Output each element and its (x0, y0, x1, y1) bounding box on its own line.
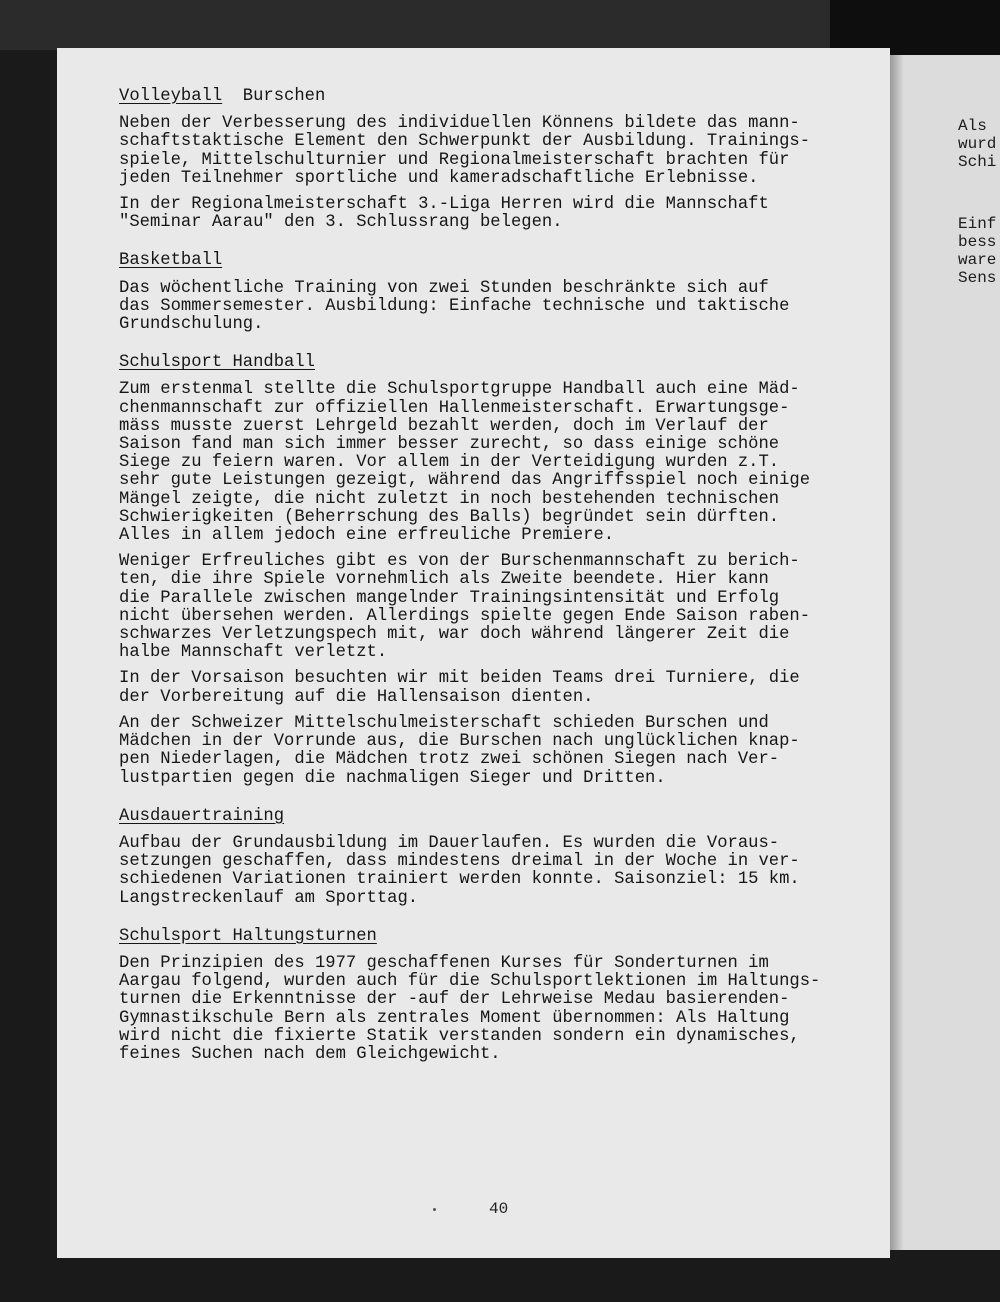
document-page (57, 48, 890, 1258)
paragraph: In der Regionalmeisterschaft 3.-Liga Herren wird die Mannschaft "Seminar Aarau" den 3. Schlussrang belegen. (119, 195, 769, 233)
paragraph: Zum erstenmal stellte die Schulsportgruppe Handball auch eine Mäd- chenmannschaft zur offiziellen Hallenmeisterschaft. Erwartungsge- mäss musste zuerst Lehrgeld bezahlt werden, doch im Verlauf der Saison fand man sich immer besser zurecht, so dass einige schöne Siege zu feiern waren. Vor allem in der Verteidigung wurden z.T. sehr gute Leistungen gezeigt, während das Angriffsspiel noch einige Mängel zeigte, die nicht zuletzt in noch bestehenden technischen Schwierigkeiten (Beherrschung des Balls) begründet sein dürften. Alles in allem jedoch eine erfreuliche Premiere. (119, 380, 811, 546)
section-handball (119, 354, 879, 787)
adjacent-page-edge (890, 55, 1000, 1250)
paragraph: Das wöchentliche Training von zwei Stunden beschränkte sich auf das Sommersemester. Ausbildung: Einfache technische und taktische Grundschulung. (119, 278, 790, 335)
heading-text: Basketball (119, 251, 223, 271)
page-content (119, 88, 879, 1072)
section-heading (119, 354, 879, 372)
section-heading (119, 808, 879, 826)
adjacent-page-text (958, 81, 1000, 331)
adjacent-lines: Einf bess ware Sens (958, 215, 997, 287)
heading-text: Volleyball (119, 87, 223, 106)
heading-text: Ausdauertraining (119, 806, 285, 826)
paragraph: Neben der Verbesserung des individuellen Könnens bildete das mann- schaftstaktische Element den Schwerpunkt der Ausbildung. Trainings- spiele, Mittelschulturnier und Regionalmeisterschaft brachten für jeden Teilnehmer sportliche und kameradschaftliche Erlebnisse. (119, 114, 811, 188)
paragraph: An der Schweizer Mittelschulmeisterschaft schieden Burschen und Mädchen in der Vorrunde aus, die Burschen nach unglücklichen knap- pen Niederlagen, die Mädchen trotz zwei schönen Siegen nach Ver- lustpartien gegen die nachmaligen Sieger und Dritten. (119, 713, 800, 788)
section-heading (119, 88, 879, 106)
paragraph: In der Vorsaison besuchten wir mit beiden Teams drei Turniere, die der Vorbereitung auf die Hallensaison dienten. (119, 669, 800, 707)
page-fold-shadow (890, 55, 904, 1250)
paragraph: Aufbau der Grundausbildung im Dauerlaufen. Es wurden die Voraus- setzungen geschaffen, dass mindestens dreimal in der Woche in ver- schiedenen Variationen trainiert werden konnte. Saisonziel: 15 km. Langstreckenlauf am Sporttag. (119, 833, 800, 908)
section-haltungsturnen (119, 928, 879, 1064)
heading-suffix: Burschen (222, 87, 326, 106)
section-heading (119, 252, 879, 270)
paragraph: Weniger Erfreuliches gibt es von der Burschenmannschaft zu berich- ten, die ihre Spiele vornehmlich als Zweite beendete. Hier kann die Parallele zwischen mangelnder Trainingsintensität und Erfolg nicht übersehen werden. Allerdings spielte gegen Ende Saison raben- schwarzes Verletzungspech mit, war doch während längerer Zeit die halbe Mannschaft verletzt. (119, 552, 811, 663)
scan-speck (433, 1208, 436, 1211)
section-volleyball (119, 88, 879, 232)
section-ausdauertraining (119, 808, 879, 908)
page-number: 40 (489, 1200, 509, 1218)
heading-text: Schulsport Handball (119, 353, 315, 373)
paragraph: Den Prinzipien des 1977 geschaffenen Kurses für Sonderturnen im Aargau folgend, wurden auch für die Schulsportlektionen im Haltungs- turnen die Erkenntnisse der -auf der Lehrweise Medau basierenden- Gymnastikschule Bern als zentrales Moment übernommen: Als Haltung wird nicht die fixierte Statik verstanden sondern ein dynamisches, feines Suchen nach dem Gleichgewicht. (119, 953, 821, 1064)
section-basketball (119, 252, 879, 334)
section-heading (119, 928, 879, 946)
adjacent-lines: Als wurd Schi (958, 117, 997, 171)
heading-text: Schulsport Haltungsturnen (119, 926, 377, 946)
